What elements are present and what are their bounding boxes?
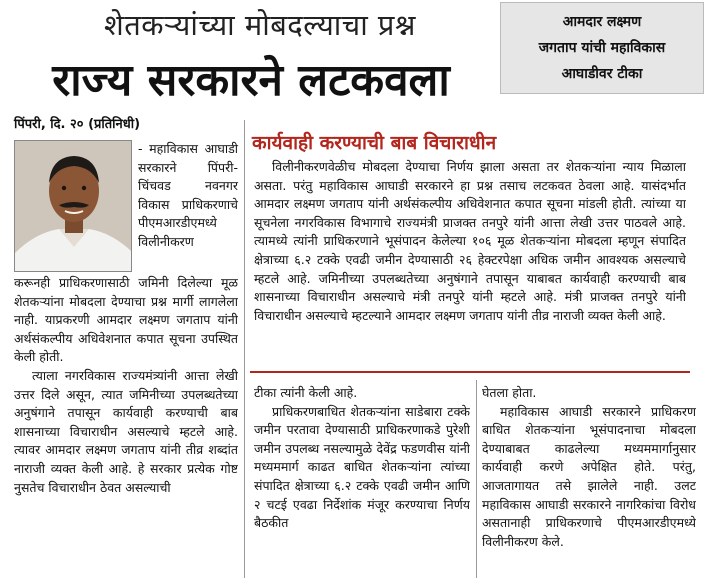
portrait-illustration [15, 141, 132, 272]
main-headline: राज्य सरकारने लटकवला [52, 55, 450, 106]
sidebar-line: आमदार लक्ष्मण [562, 14, 642, 30]
column-1 [14, 274, 238, 576]
col2-paragraph-2: प्राधिकरणबाधित शेतकऱ्यांना साडेबारा टक्के जमीन परतावा देण्यासाठी प्राधिकरणाकडे पुरेशी जमीन उपलब्ध नसल्यामुळे देवेंद्र फडणवीस यांनी मध्यममार्ग काढत बाधित शेतकऱ्यांना त्यांच्या संपादित क्षेत्राच्या ६.२ टक्के एवढी जमीन आणि २ चटई एवढा निर्देशांक मंजूर करण्याचा निर्णय बैठकीत [254, 403, 470, 531]
section-divider [250, 371, 690, 373]
column-3 [482, 384, 696, 578]
col1-paragraph-2: त्याला नगरविकास राज्यमंत्र्यांनी आत्ता लेखी उत्तर दिले असून, त्यात जमिनीच्या उपलब्धतेच्या अनुषंगाने तपासून कार्यवाही करण्याची बाब शासनाच्या विचाराधीन असल्याचे म्हटले आहे. त्यावर आमदार लक्ष्मण जगताप यांनी तीव्र शब्दांत नाराजी व्यक्त केली आहे. हे सरकार प्रत्येक गोष्ट नुसतेच विचाराधीन ठेवत असल्याची [14, 367, 238, 495]
column-2 [254, 384, 470, 578]
top-block: विलीनीकरणवेळीच मोबदला देण्याचा निर्णय झाला असता तर शेतकऱ्यांना न्याय मिळाला असता. परंतु महाविकास आघाडी सरकारने हा प्रश्न तसाच लटकवत ठेवला आहे. यासंदर्भात आमदार लक्ष्मण जगताप यांनी अर्थसंकल्पीय अधिवेशनात कपात सूचना मांडली होती. त्यांच्या या सूचनेला नगरविकास विभागाचे राज्यमंत्री प्राजक्त तनपुरे यांनी आत्ता लेखी उत्तर पाठवले आहे. त्यामध्ये त्यांनी प्राधिकरणाने भूसंपादन केलेल्या १०६ मूळ शेतकऱ्यांना मोबदला म्हणून संपादित क्षेत्राच्या ६.२ टक्के एवढी जमीन देण्यासाठी २६ हेक्टरपेक्षा अधिक जमीन आवश्यक असल्याचे म्हटले आहे. जमिनीच्या उपलब्धतेच्या अनुषंगाने तपासून याबाबत कार्यवाही करण्याची बाब शासनाच्या विचाराधीन असल्याचे मंत्री तनपुरे यांनी म्हटले आहे. मंत्री प्राजक्त तनपुरे यांनी विचाराधीन असल्याचे म्हटल्याने आमदार लक्ष्मण जगताप यांनी तीव्र नाराजी व्यक्त केली आहे. [254, 159, 686, 323]
col1-beside-photo: - महाविकास आघाडी सरकारने पिंपरी-चिंचवड नवनगर विकास प्राधिकरणाचे पीएमआरडीएमध्ये विलीनीकरण [138, 141, 238, 249]
sidebar-line: आघाडीवर टीका [561, 66, 643, 82]
portrait-photo [14, 140, 132, 272]
column-rule [476, 380, 477, 578]
sidebar-box [500, 2, 704, 94]
col2-paragraph-1: टीका त्यांनी केली आहे. [254, 385, 358, 400]
col3-paragraph-2: महाविकास आघाडी सरकारने प्राधिकरण बाधित शेतकऱ्यांना भूसंपादनाचा मोबदला देण्याबाबत काढलेल्या मध्यममार्गानुसार कार्यवाही करणे अपेक्षित होते. परंतु, आजतागायत तसे झालेले नाही. उलट महाविकास आघाडी सरकारने नागरिकांचा विरोध असतानाही प्राधिकरणाचे पीएमआरडीएमध्ये विलीनीकरण केले. [482, 403, 696, 549]
subhead: कार्यवाही करण्याची बाब विचाराधीन [252, 132, 497, 154]
column-rule [244, 120, 245, 578]
col1-paragraph-1: करूनही प्राधिकरणासाठी जमिनी दिलेल्या मूळ शेतकऱ्यांना मोबदला देण्याचा प्रश्न मार्गी लागलेला नाही. याप्रकरणी आमदार लक्ष्मण जगताप यांनी अर्थसंकल्पीय अधिवेशनात कपात सूचना उपस्थित केली होती. [14, 275, 238, 365]
dateline: पिंपरी, दि. २० (प्रतिनिधी) [14, 117, 141, 132]
col3-paragraph-1: घेतला होता. [482, 385, 537, 400]
sidebar-line: जगताप यांची महाविकास [538, 40, 666, 56]
sub-headline: शेतकऱ्यांच्या मोबदल्याचा प्रश्न [104, 8, 416, 42]
